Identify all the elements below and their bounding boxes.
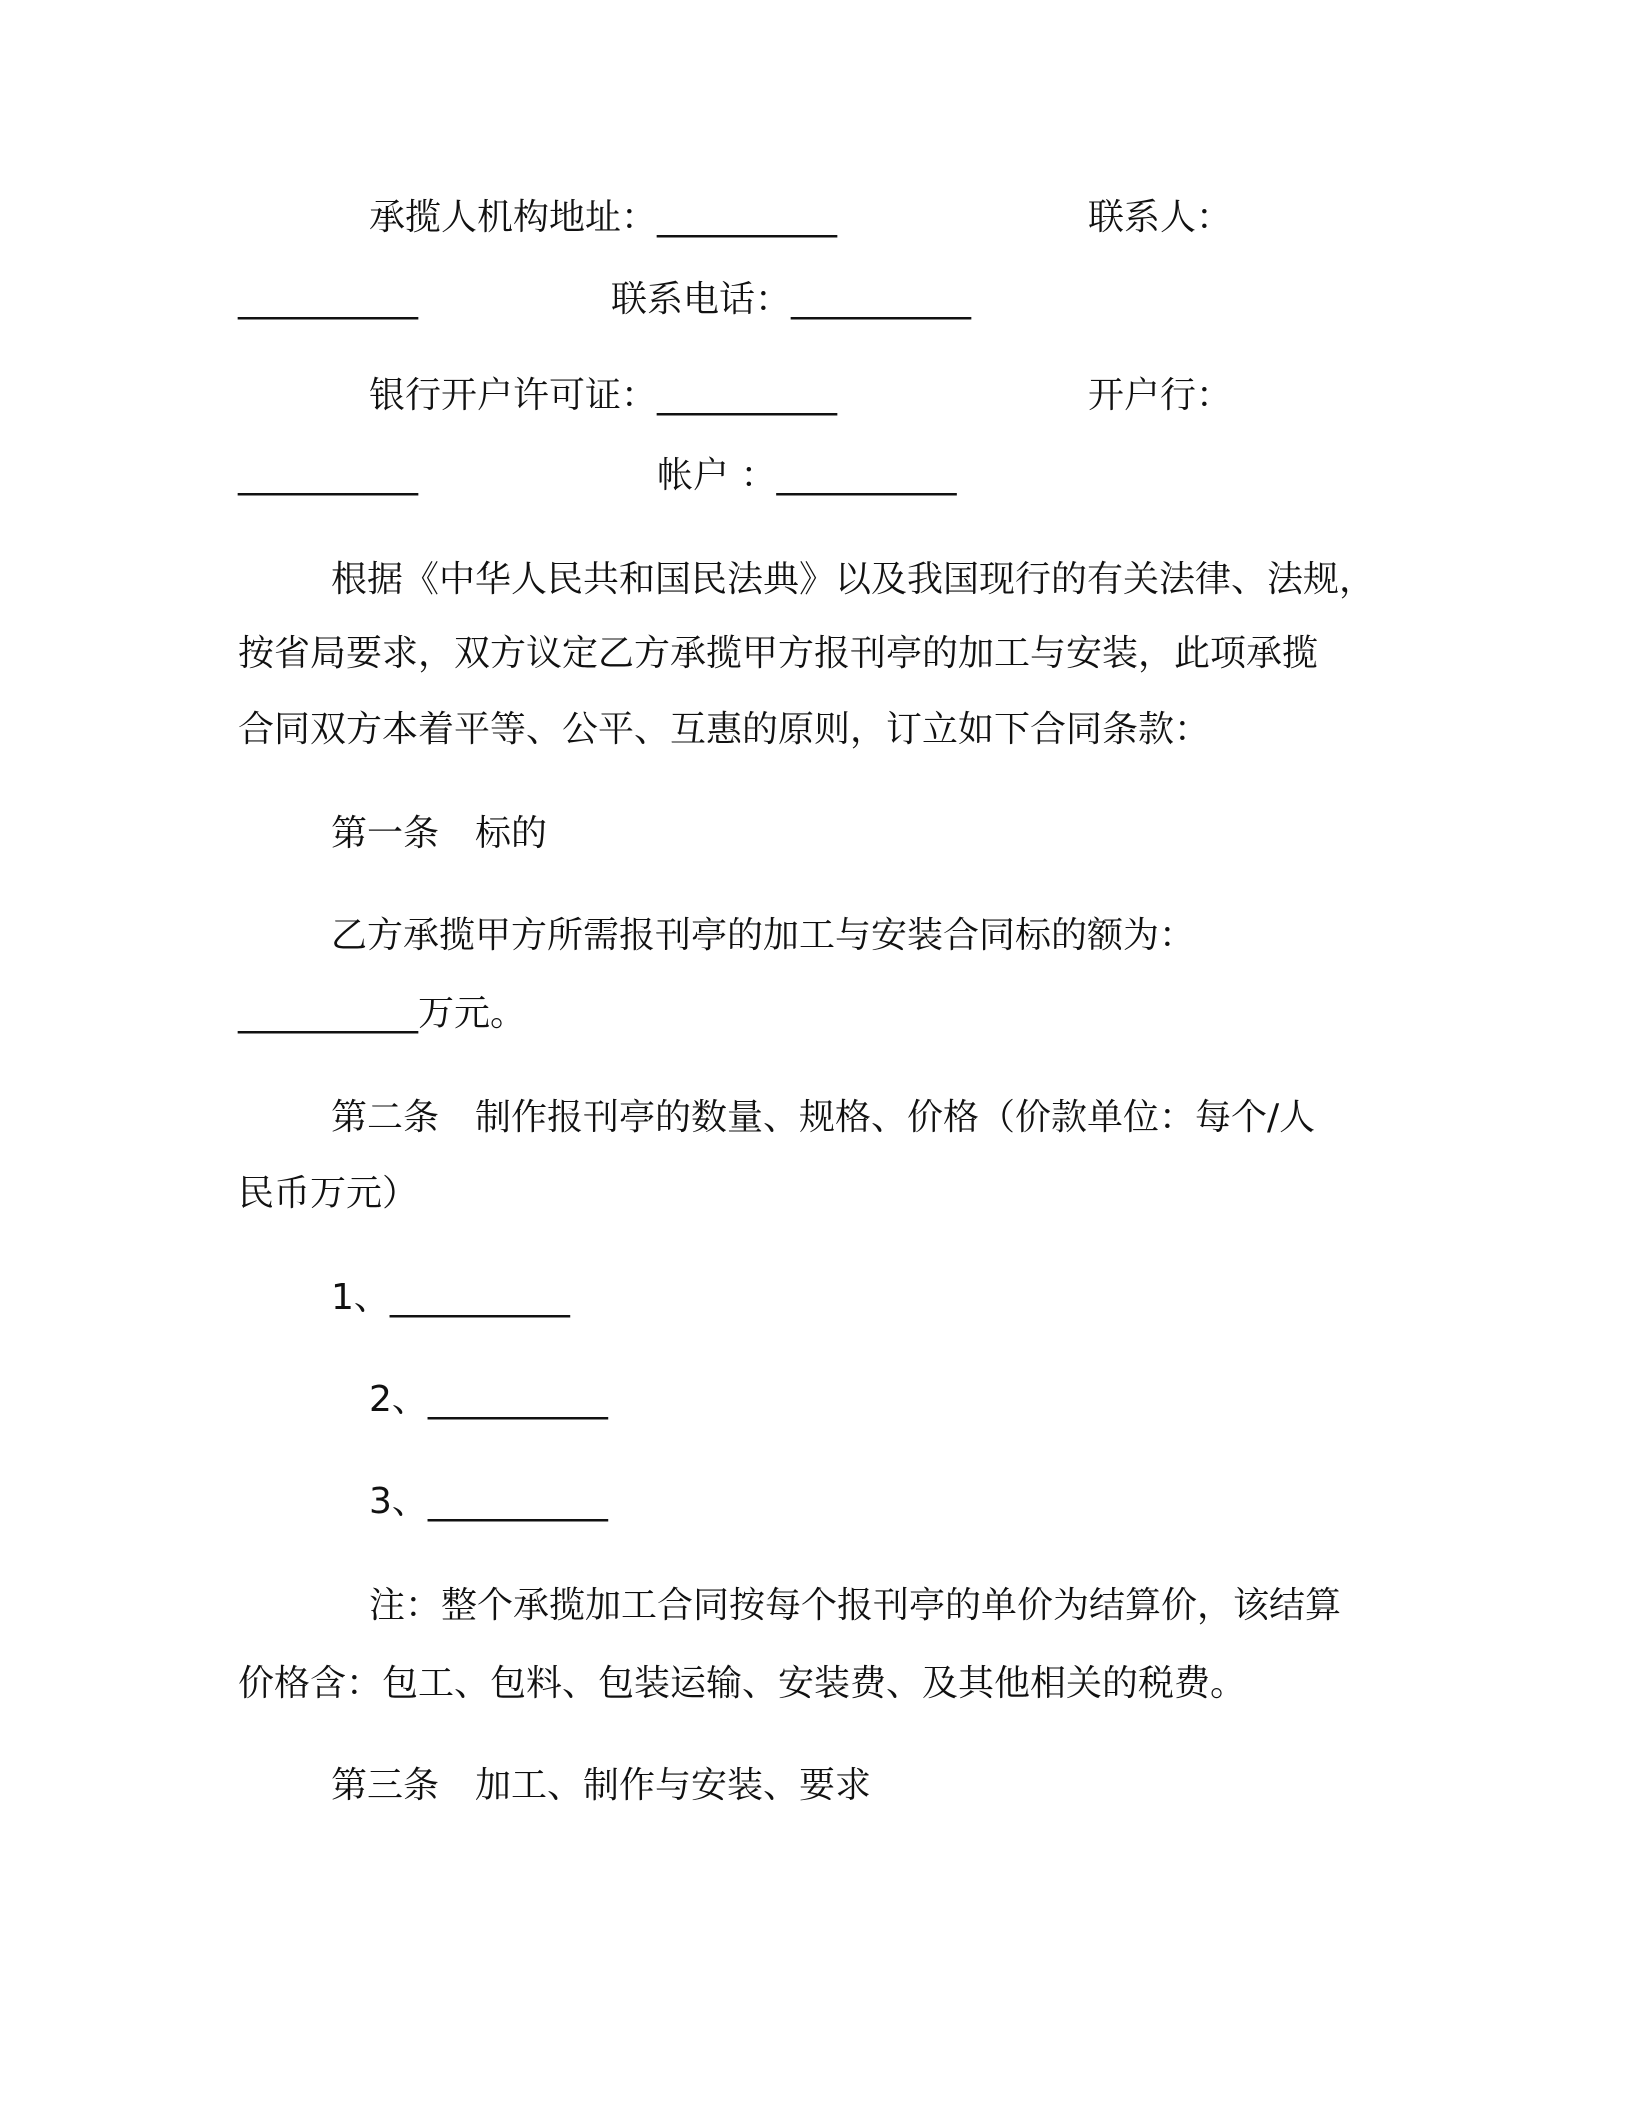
bank-name-label: 开户行： [1088,375,1233,416]
contractor-address-field: 承揽人机构地址：__________ [369,197,838,238]
note-line-1: 注：整个承揽加工合同按每个报刊亭的单价为结算价，该结算 [369,1585,1342,1626]
article-3-heading: 第三条 加工、制作与安装、要求 [331,1765,872,1806]
article-1-heading: 第一条 标的 [331,813,548,854]
article-2-heading-cont: 民币万元） [238,1173,419,1214]
note-line-2: 价格含：包工、包料、包装运输、安装费、及其他相关的税费。 [238,1663,1247,1704]
intro-paragraph-line-1: 根据《中华人民共和国民法典》以及我国现行的有关法律、法规， [331,559,1376,600]
intro-paragraph-line-2: 按省局要求，双方议定乙方承揽甲方报刊亭的加工与安装，此项承揽 [238,633,1319,674]
bank-license-field: 银行开户许可证：__________ [369,375,838,416]
item-2: 2、__________ [369,1379,608,1420]
intro-paragraph-line-3: 合同双方本着平等、公平、互惠的原则，订立如下合同条款： [238,709,1211,750]
contact-person-blank: __________ [238,279,418,320]
contact-phone-field: 联系电话：__________ [611,279,972,320]
account-field: 帐户 ：__________ [657,455,957,496]
item-1: 1、__________ [331,1277,570,1318]
article-2-heading: 第二条 制作报刊亭的数量、规格、价格（价款单位：每个/人 [331,1097,1316,1138]
article-1-text-line-1: 乙方承揽甲方所需报刊亭的加工与安装合同标的额为： [331,915,1196,956]
bank-name-blank: __________ [238,455,418,496]
contact-person-label: 联系人： [1088,197,1233,238]
item-3: 3、__________ [369,1481,608,1522]
article-1-text-line-2: __________万元。 [238,993,527,1034]
